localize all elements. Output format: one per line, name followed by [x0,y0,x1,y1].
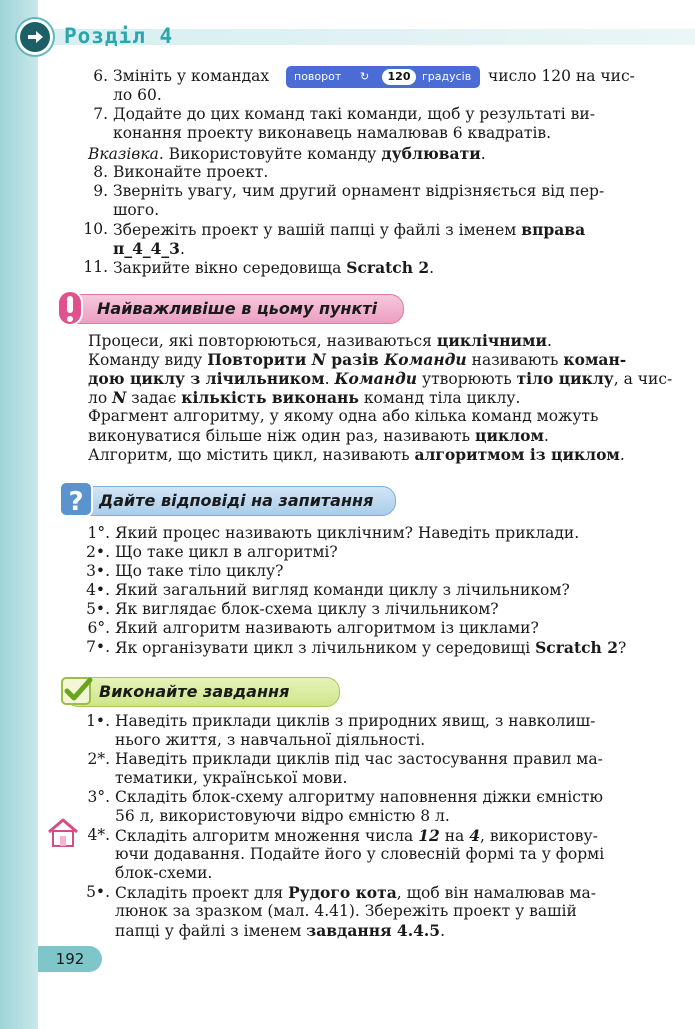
task-text: папці у файлі з іменем завдання 4.4.5. [115,921,445,940]
important-paragraph: Алгоритм, що містить цикл, називають алгоритмом із циклом. [88,445,625,464]
step-number: 11. [83,258,108,276]
important-banner-title: Найважливіше в цьому пункті [97,299,378,318]
step-text: Зверніть увагу, чим другий орнамент відрізняється від пер- [113,182,605,200]
question-number: 6°. [87,619,110,637]
important-paragraph: виконуватися більше ніж один раз, називають циклом. [88,426,549,445]
hint-label: Вказівка. [88,145,164,163]
important-paragraph: Процеси, які повторюються, називаються циклічними. [88,331,552,350]
step-number: 9. [93,182,108,200]
question-number: 4•. [86,581,110,599]
step-text: Закрийте вікно середовища Scratch 2. [113,258,435,277]
section-title: Розділ 4 [64,24,174,48]
scratch-block-value: 120 [382,69,416,85]
question-text: Що таке цикл в алгоритмі? [115,543,338,561]
rotate-icon: ↻ [360,70,370,83]
step-text: число 120 на чис- [488,67,635,85]
task-text: Наведіть приклади циклів з природних явищ, з навколиш- [115,712,596,730]
step-text: Збережіть проект у вашій папці у файлі з іменем вправа [113,220,586,239]
task-text: ючи додавання. Подайте його у словесній формі та у формі [115,845,605,863]
task-text: Складіть блок-схему алгоритму наповнення діжки ємністю [115,788,603,806]
task-text: Наведіть приклади циклів під час застосування правил ма- [115,750,603,768]
question-number: 2•. [86,543,110,561]
task-text: Складіть алгоритм множення числа 12 на 4, використову- [115,826,598,845]
scratch-turn-block [286,66,480,88]
task-text: люнок за зразком (мал. 4.41). Збережіть проект у вашій [115,902,577,920]
task-text: Складіть проект для Рудого кота, щоб він намалював ма- [115,883,596,902]
tasks-banner [64,677,340,707]
step-number: 10. [83,220,108,238]
exclamation-icon [56,289,84,327]
question-number: 3•. [86,562,110,580]
question-text: Який алгоритм називають алгоритмом із циклами? [115,619,539,637]
tasks-banner-title: Виконайте завдання [99,682,290,701]
important-banner [62,294,404,324]
question-text: Як виглядає блок-схема циклу з лічильником? [115,600,499,618]
task-number: 4*. [87,826,110,844]
question-icon [58,480,94,520]
checkmark-icon [58,672,96,710]
question-number: 5•. [86,600,110,618]
questions-banner [64,486,396,516]
hint-text: Використовуйте команду [163,145,382,163]
step-text: ло 60. [113,86,162,104]
step-number: 7. [93,105,108,123]
home-icon [46,818,80,848]
step-text: Змініть у командах [113,67,270,85]
step-text: шого. [113,201,160,219]
step-text: Додайте до цих команд такі команди, щоб у результаті ви- [113,105,595,123]
important-paragraph: ло N задає кількість виконань команд тіла циклу. [88,388,521,407]
important-paragraph: Команду виду Повторити N разів Команди називають коман- [88,350,627,369]
step-text: п_4_4_3. [113,239,185,258]
page-number: 192 [38,946,102,972]
question-text: Який процес називають циклічним? Наведіть приклади. [115,524,580,542]
question-text: Який загальний вигляд команди циклу з лічильником? [115,581,570,599]
important-paragraph: дою циклу з лічильником. Команди утворюють тіло циклу, а чис- [88,369,673,388]
task-number: 1•. [86,712,110,730]
important-paragraph: Фрагмент алгоритму, у якому одна або кілька команд можуть [88,407,599,425]
scratch-block-label: поворот [294,70,342,83]
task-text: нього життя, з навчальної діяльності. [115,731,426,749]
step-text: Виконайте проект. [113,163,269,181]
page-sidebar [0,0,38,1029]
hint-command: дублювати [381,144,481,163]
step-number: 8. [93,163,108,181]
task-text: 56 л, використовуючи відро ємністю 8 л. [115,807,450,825]
task-number: 5•. [86,883,110,901]
question-number: 7•. [86,638,110,656]
hint-line: Вказівка. Використовуйте команду дублювати. [88,144,486,163]
task-number: 2*. [87,750,110,768]
question-number: 1°. [87,524,110,542]
svg-text:?: ? [68,487,84,517]
task-text: тематики, української мови. [115,769,348,787]
task-text: блок-схеми. [115,864,213,882]
task-number: 3°. [87,788,110,806]
question-text: Що таке тіло циклу? [115,562,284,580]
step-number: 6. [93,67,108,85]
scratch-block-label: градусів [422,70,472,83]
arrow-right-icon [20,22,50,52]
question-text: Як організувати цикл з лічильником у середовищі Scratch 2? [115,638,627,657]
questions-banner-title: Дайте відповіді на запитання [99,491,374,510]
step-text: конання проекту виконавець намалював 6 квадратів. [113,124,552,142]
